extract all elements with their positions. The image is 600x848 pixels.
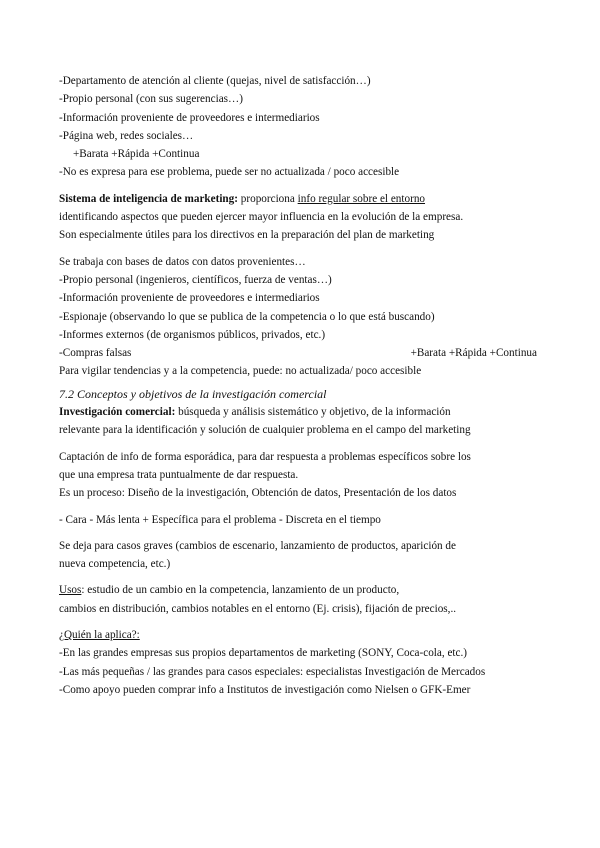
- quien-line: -Como apoyo pueden comprar info a Institutos de investigación como Nielsen o GFK-Emer: [59, 683, 471, 696]
- document-page: [59, 72, 579, 699]
- sim-def-pre: proporciona: [237, 192, 298, 205]
- sim-definition-line: [59, 190, 579, 208]
- pros-line: +Barata +Rápida +Continua: [73, 148, 200, 161]
- section-heading: 7.2 Conceptos y objetivos de la investigación comercial: [59, 386, 327, 401]
- usos-label: Usos: [59, 584, 82, 597]
- p2-line-1: - Cara - Más lenta + Específica para el problema - Discreta en el tiempo: [59, 513, 381, 526]
- quien-line: -En las grandes empresas sus propios departamentos de marketing (SONY, Coca-cola, etc.): [59, 647, 468, 660]
- source-line: -Información proveniente de proveedores e intermediarios: [59, 292, 320, 305]
- block2-intro: Se trabaja con bases de datos con datos provenientes…: [59, 255, 306, 268]
- compras-left: -Compras falsas: [59, 347, 132, 360]
- p1-line-3: Es un proceso: Diseño de la investigación, Obtención de datos, Presentación de los datos: [59, 487, 457, 500]
- usos-line-2: cambios en distribución, cambios notables en el entorno (Ej. crisis), fijación de precios,..: [59, 602, 457, 615]
- p1-line-2: que una empresa trata puntualmente de dar respuesta.: [59, 468, 299, 481]
- compras-line: [59, 344, 537, 362]
- compras-pros: +Barata +Rápida +Continua: [410, 347, 537, 360]
- ic-def-2: relevante para la identificación y solución de cualquier problema en el campo del marketing: [59, 424, 471, 437]
- cons-line: -No es expresa para ese problema, puede ser no actualizada / poco accesible: [59, 166, 400, 179]
- source-line: -Página web, redes sociales…: [59, 129, 194, 142]
- source-line: -Espionaje (observando lo que se publica de la competencia o lo que está buscando): [59, 310, 435, 323]
- quien-label: ¿Quién la aplica?:: [59, 629, 140, 642]
- ic-term: Investigación comercial:: [59, 406, 176, 419]
- block2-cons: Para vigilar tendencias y a la competencia, puede: no actualizada/ poco accesible: [59, 365, 422, 378]
- source-line: -Propio personal (con sus sugerencias…): [59, 93, 243, 106]
- source-line: -Informes externos (de organismos públicos, privados, etc.): [59, 328, 326, 341]
- source-line: -Información proveniente de proveedores e intermediarios: [59, 111, 320, 124]
- sim-line-3: Son especialmente útiles para los directivos en la preparación del plan de marketing: [59, 229, 435, 242]
- sim-def-underlined: info regular sobre el entorno: [297, 192, 426, 205]
- usos-rest: : estudio de un cambio en la competencia, lanzamiento de un producto,: [81, 584, 400, 597]
- p3-line-2: nueva competencia, etc.): [59, 558, 171, 571]
- sim-line-2: identificando aspectos que pueden ejercer mayor influencia en la evolución de la empresa.: [59, 211, 464, 224]
- ic-definition-line: [59, 403, 579, 421]
- p3-line-1: Se deja para casos graves (cambios de escenario, lanzamiento de productos, aparición de: [59, 539, 456, 552]
- p1-line-1: Captación de info de forma esporádica, para dar respuesta a problemas específicos sobre los: [59, 450, 471, 463]
- source-line: -Departamento de atención al cliente (quejas, nivel de satisfacción…): [59, 75, 371, 87]
- ic-def-1: búsqueda y análisis sistemático y objetivo, de la información: [175, 406, 451, 419]
- quien-line: -Las más pequeñas / las grandes para casos especiales: especialistas Investigación de Mercados: [59, 665, 486, 678]
- sim-term: Sistema de inteligencia de marketing:: [59, 192, 238, 205]
- usos-line-1: [59, 581, 579, 599]
- source-line: -Propio personal (ingenieros, científicos, fuerza de ventas…): [59, 273, 332, 286]
